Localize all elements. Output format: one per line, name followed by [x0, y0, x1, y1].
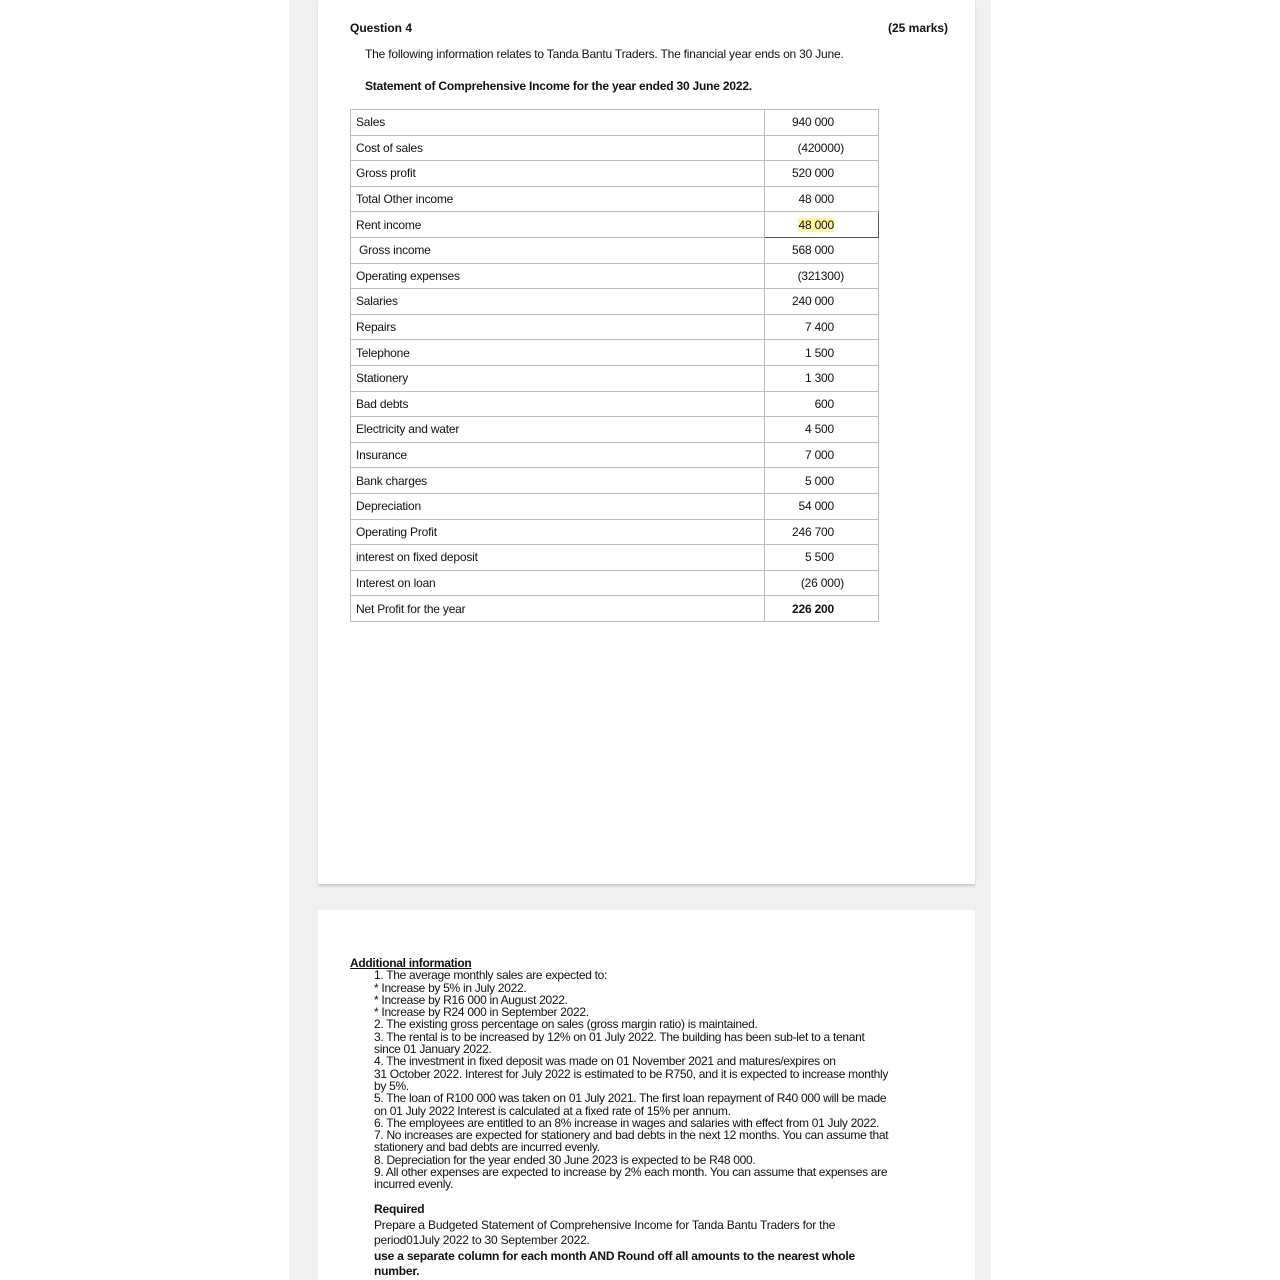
question-marks: (25 marks) [888, 21, 949, 35]
required-note: use a separate column for each month AND Round off all amounts to the nearest whole number. [374, 1248, 856, 1278]
table-row [351, 135, 879, 161]
info-line: 3. The rental is to be increased by 12% on 01 July 2022. The building has been sub-let to a tenant since 01 January 2022. [374, 1029, 865, 1057]
table-row [351, 570, 879, 596]
question-title: Question 4 [350, 21, 413, 35]
table-row [351, 596, 879, 622]
row-label: Insurance [351, 442, 765, 468]
info-line: 6. The employees are entitled to an 8% increase in wages and salaries with effect from 01 July 2022. [374, 1115, 880, 1130]
row-amount: 4 500 [765, 417, 879, 443]
row-label: Salaries [351, 289, 765, 315]
required-section [374, 1202, 894, 1280]
row-label: Bank charges [351, 468, 765, 494]
info-line: * Increase by 5% in July 2022. [374, 980, 527, 995]
row-amount: (321300) [765, 263, 879, 289]
table-row [351, 314, 879, 340]
row-amount: 5 000 [765, 468, 879, 494]
table-row [351, 263, 879, 289]
row-label: Operating expenses [351, 263, 765, 289]
required-text: Prepare a Budgeted Statement of Comprehensive Income for Tanda Bantu Traders for the period01July 2022 to 30 September 2022. [374, 1217, 836, 1247]
row-label: interest on fixed deposit [351, 545, 765, 571]
row-amount: 246 700 [765, 519, 879, 545]
question-intro: The following information relates to Tanda Bantu Traders. The financial year ends on 30 June. [365, 47, 844, 61]
row-label: Gross income [351, 237, 765, 263]
table-row [351, 237, 879, 263]
table-row [351, 493, 879, 519]
info-line: 7. No increases are expected for stationery and bad debts in the next 12 months. You can assume that stationery and bad debts are incurred evenly. [374, 1128, 889, 1155]
table-row [351, 340, 879, 366]
additional-information [350, 957, 890, 1191]
info-line: 4. The investment in fixed deposit was made on 01 November 2021 and matures/expires on [374, 1054, 836, 1069]
table-row [351, 442, 879, 468]
statement-title: Statement of Comprehensive Income for the year ended 30 June 2022. [365, 79, 752, 93]
info-line: 1. The average monthly sales are expected to: [374, 968, 608, 983]
info-line: * Increase by R24 000 in September 2022. [374, 1005, 589, 1020]
row-amount: 940 000 [765, 110, 879, 136]
row-amount: (420000) [765, 135, 879, 161]
info-line: 9. All other expenses are expected to increase by 2% each month. You can assume that expenses are incurred evenly. [374, 1165, 888, 1192]
row-label: Gross profit [351, 161, 765, 187]
row-amount-highlighted [765, 212, 879, 238]
row-label: Electricity and water [351, 417, 765, 443]
table-row [351, 186, 879, 212]
additional-information-title: Additional information [350, 956, 472, 970]
info-line: 2. The existing gross percentage on sales (gross margin ratio) is maintained. [374, 1017, 758, 1032]
row-amount: 240 000 [765, 289, 879, 315]
table-row [351, 519, 879, 545]
row-label: Sales [351, 110, 765, 136]
highlight-mark: 48 000 [798, 217, 834, 232]
row-label: Bad debts [351, 391, 765, 417]
table-row [351, 110, 879, 136]
row-label: Interest on loan [351, 570, 765, 596]
info-line: * Increase by R16 000 in August 2022. [374, 992, 568, 1007]
table-row [351, 289, 879, 315]
row-amount: 226 200 [765, 596, 879, 622]
info-line: 31 October 2022. Interest for July 2022 is estimated to be R750, and it is expected to increase monthly by 5%. [374, 1066, 889, 1093]
table-row [351, 161, 879, 187]
row-label: Repairs [351, 314, 765, 340]
required-heading: Required [374, 1202, 425, 1216]
row-amount: 48 000 [765, 186, 879, 212]
row-label: Operating Profit [351, 519, 765, 545]
table-row [351, 212, 879, 238]
row-amount: 568 000 [765, 237, 879, 263]
row-label: Net Profit for the year [351, 596, 765, 622]
row-label: Cost of sales [351, 135, 765, 161]
info-line: 5. The loan of R100 000 was taken on 01 July 2021. The first loan repayment of R40 000 will be made on 01 July 2022 Interest is calculated at a fixed rate of 15% per annum. [374, 1091, 887, 1118]
row-label: Stationery [351, 365, 765, 391]
table-row [351, 365, 879, 391]
row-label: Depreciation [351, 493, 765, 519]
row-amount: 1 500 [765, 340, 879, 366]
row-amount: 7 000 [765, 442, 879, 468]
row-amount: 54 000 [765, 493, 879, 519]
table-row [351, 417, 879, 443]
income-statement-table [350, 109, 879, 622]
info-line: 8. Depreciation for the year ended 30 June 2023 is expected to be R48 000. [374, 1152, 756, 1167]
table-row [351, 468, 879, 494]
row-amount: 5 500 [765, 545, 879, 571]
row-label: Telephone [351, 340, 765, 366]
row-amount: 600 [765, 391, 879, 417]
table-row [351, 545, 879, 571]
row-label: Rent income [351, 212, 765, 238]
row-amount: 1 300 [765, 365, 879, 391]
table-row [351, 391, 879, 417]
row-amount: 7 400 [765, 314, 879, 340]
row-label: Total Other income [351, 186, 765, 212]
row-amount: 520 000 [765, 161, 879, 187]
row-amount: (26 000) [765, 570, 879, 596]
